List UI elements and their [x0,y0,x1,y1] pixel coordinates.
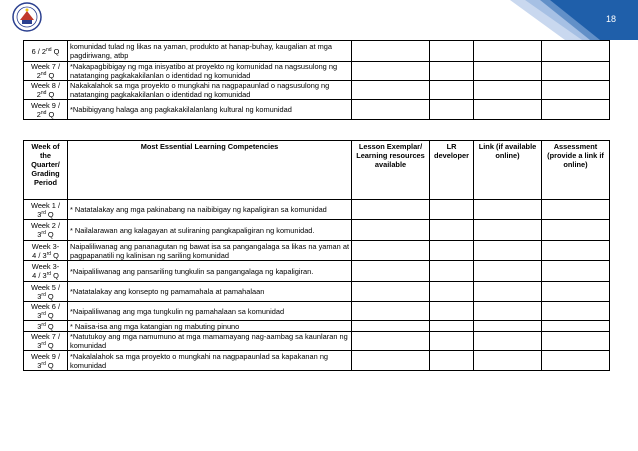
link-cell [474,282,542,302]
lesson-cell [352,41,430,62]
quarter-number: 3 [37,341,42,350]
competency-table-2nd-quarter [23,40,610,120]
lr-developer-cell [430,81,474,100]
quarter-label: Q [45,321,54,331]
table-row [24,41,610,62]
week-cell [24,332,68,351]
competency-cell: *Naipaliliwanag ang pansariling tungkulin sa pangangalaga ng kapaligiran. [68,261,352,282]
header-assessment: Assessment (provide a link if online) [542,141,610,200]
lr-developer-cell [430,200,474,220]
week-cell [24,351,68,371]
quarter-number: 3 [37,360,42,370]
week-cell [24,261,68,282]
lr-developer-cell [430,100,474,120]
lesson-cell [352,81,430,100]
assessment-cell [542,62,610,81]
link-cell [474,332,542,351]
link-cell [474,220,542,241]
quarter-number: 3 [37,230,42,239]
table-row [24,200,610,220]
table-row [24,100,610,120]
ordinal-suffix: nd [40,90,47,96]
assessment-cell [542,302,610,321]
competency-cell: * Naiisa-isa ang mga katangian ng mabuting pinuno [68,321,352,332]
assessment-cell [542,332,610,351]
table-row [24,302,610,321]
lesson-cell [352,261,430,282]
link-cell [474,321,542,332]
assessment-cell [542,241,610,261]
ordinal-suffix: nd [46,46,52,53]
assessment-cell [542,220,610,241]
lesson-cell [352,62,430,81]
quarter-number: 2 [36,90,41,99]
table-row [24,282,610,302]
header-lesson-exemplar: Lesson Exemplar/ Learning resources available [352,141,430,200]
ordinal-suffix: rd [46,271,52,277]
week-label: Week 3- [31,241,60,251]
quarter-number: 2 [36,71,41,80]
ordinal-suffix: rd [41,321,46,328]
week-label: Week 1 / [30,200,61,210]
lesson-cell [352,302,430,321]
week-label: Week 8 / [30,81,61,90]
quarter-number: 4 / 3 [32,250,47,260]
ordinal-suffix: nd [40,71,47,77]
quarter-number: 4 / 3 [32,271,47,280]
competency-cell: * Nailalarawan ang kalagayan at suliraning pangkapaligiran ng komunidad. [68,220,352,241]
table-row [24,321,610,332]
week-label: 6 / 2 [31,46,46,56]
link-cell [474,261,542,282]
table-row [24,351,610,371]
link-cell [474,200,542,220]
link-cell [474,302,542,321]
week-cell [24,220,68,241]
link-cell [474,241,542,261]
quarter-number: 2 [36,109,41,119]
link-cell [474,41,542,62]
ordinal-suffix: rd [41,311,46,317]
table-row [24,261,610,282]
lesson-cell [352,282,430,302]
quarter-label: Q [45,291,54,301]
table-row [24,241,610,261]
week-cell [24,200,68,220]
header-week: Week of the Quarter/ Grading Period [24,141,68,200]
lesson-cell [352,100,430,120]
lesson-cell [352,321,430,332]
assessment-cell [542,100,610,120]
quarter-number: 3 [37,291,42,301]
week-cell [24,62,68,81]
competency-cell: * Natatalakay ang mga pakinabang na naibibigay ng kapaligiran sa komunidad [68,200,352,220]
assessment-cell [542,81,610,100]
quarter-label: Q [46,109,55,119]
competency-cell: *Nakapagbibigay ng mga inisyatibo at proyekto ng komunidad na nagsusulong ng natatanging pagkakakilanlan o identidad ng komunidad [68,62,352,81]
link-cell [474,351,542,371]
quarter-label: Q [45,311,54,320]
assessment-cell [542,321,610,332]
header-link: Link (if available online) [474,141,542,200]
week-cell [24,81,68,100]
quarter-label: Q [51,271,59,280]
assessment-cell [542,261,610,282]
lr-developer-cell [430,62,474,81]
lr-developer-cell [430,282,474,302]
competency-cell: *Naipaliliwanag ang mga tungkulin ng pamahalaan sa komunidad [68,302,352,321]
lr-developer-cell [430,321,474,332]
table-row [24,220,610,241]
competency-cell: Naipaliliwanag ang pananagutan ng bawat isa sa pangangalaga sa likas na yaman at pagpapanatili ng kalinisan ng sariling komunidad [68,241,352,261]
assessment-cell [542,351,610,371]
ordinal-suffix: rd [41,291,46,298]
lr-developer-cell [430,41,474,62]
week-cell [24,321,68,332]
quarter-label: Q [51,250,59,260]
lesson-cell [352,200,430,220]
ordinal-suffix: rd [41,360,46,367]
ordinal-suffix: rd [41,230,46,236]
lr-developer-cell [430,261,474,282]
week-cell [24,41,68,62]
quarter-label: Q [45,230,54,239]
competency-cell: komunidad tulad ng likas na yaman, produkto at hanap-buhay, kaugalian at mga pagdiriwang, atbp [68,41,352,62]
week-cell [24,302,68,321]
lr-developer-cell [430,302,474,321]
ordinal-suffix: rd [41,209,46,216]
quarter-number: 3 [37,311,42,320]
ordinal-suffix: rd [41,341,46,347]
quarter-number: 3 [37,209,42,219]
quarter-number: 3 [37,321,42,331]
lesson-cell [352,351,430,371]
quarter-label: Q [46,71,55,80]
week-cell [24,100,68,120]
week-label: Week 6 / [30,302,61,311]
assessment-cell [542,282,610,302]
quarter-label: Q [46,90,55,99]
week-label: Week 7 / [30,62,61,71]
lr-developer-cell [430,220,474,241]
week-label: Week 2 / [30,221,61,230]
table-row [24,81,610,100]
week-label: Week 9 / [30,100,61,110]
ordinal-suffix: rd [46,250,52,257]
week-cell [24,241,68,261]
quarter-label: Q [45,209,54,219]
quarter-label: Q [51,46,60,56]
link-cell [474,81,542,100]
competency-cell: *Natatalakay ang konsepto ng pamamahala at pamahalaan [68,282,352,302]
assessment-cell [542,41,610,62]
table-header-row [24,141,610,200]
link-cell [474,62,542,81]
lesson-cell [352,220,430,241]
lesson-cell [352,241,430,261]
quarter-label: Q [45,360,54,370]
assessment-cell [542,200,610,220]
week-label: Week 3- [31,262,60,271]
header-lr-developer: LR developer [430,141,474,200]
lr-developer-cell [430,332,474,351]
week-cell [24,282,68,302]
ordinal-suffix: nd [40,109,47,116]
link-cell [474,100,542,120]
lesson-cell [352,332,430,351]
header-competencies: Most Essential Learning Competencies [68,141,352,200]
week-label: Week 5 / [30,282,61,292]
week-label: Week 7 / [30,332,61,341]
competency-cell: *Nakalalahok sa mga proyekto o mungkahi na nagpapaunlad sa kapakanan ng komunidad [68,351,352,371]
table-row [24,62,610,81]
competency-cell: *Nabibigyang halaga ang pagkakakilalanlang kultural ng komunidad [68,100,352,120]
week-label: Week 9 / [30,351,61,361]
table-row [24,332,610,351]
page-number: 18 [605,14,616,24]
lr-developer-cell [430,241,474,261]
competency-cell: *Natutukoy ang mga namumuno at mga mamamayang nag-aambag sa kaunlaran ng komunidad [68,332,352,351]
competency-table-3rd-quarter [23,140,610,371]
lr-developer-cell [430,351,474,371]
quarter-label: Q [45,341,54,350]
competency-cell: Nakakalahok sa mga proyekto o mungkahi na nagpapaunlad o nagsusulong ng natatanging pagkakakilanlan o identidad ng komunidad [68,81,352,100]
deped-seal-logo [12,2,42,32]
